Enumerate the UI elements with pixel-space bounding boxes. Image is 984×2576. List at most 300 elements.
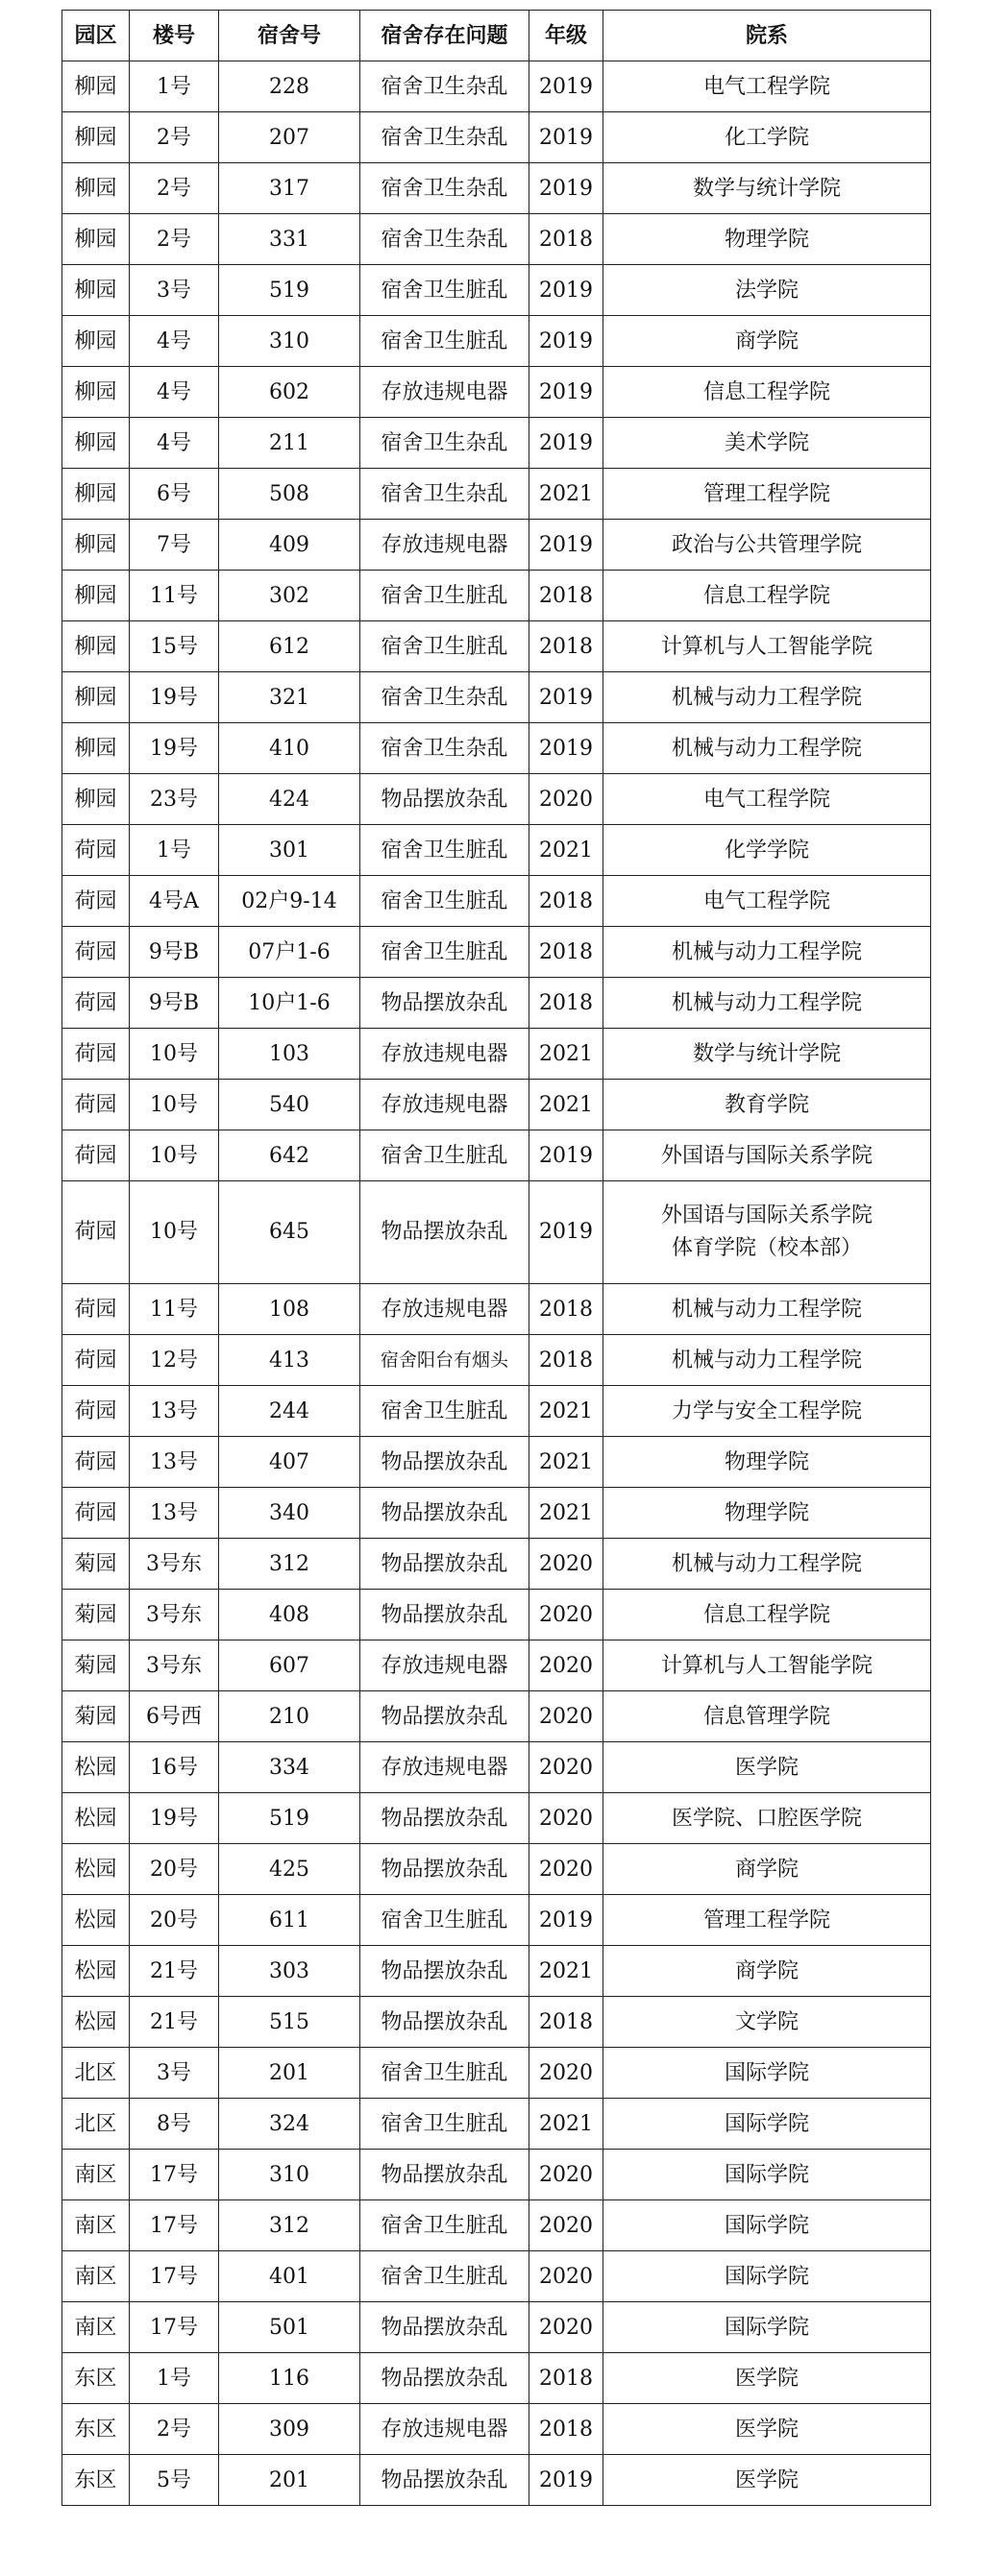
cell-issue: 物品摆放杂乱: [360, 978, 529, 1029]
cell-room: 407: [219, 1437, 360, 1488]
cell-college: 力学与安全工程学院: [603, 1386, 931, 1437]
table-row: [62, 978, 931, 1029]
cell-campus: 荷园: [62, 1386, 130, 1437]
cell-campus: 南区: [62, 2200, 130, 2251]
cell-college: 计算机与人工智能学院: [603, 621, 931, 672]
cell-grade: 2018: [529, 621, 603, 672]
cell-room: 312: [219, 2200, 360, 2251]
cell-room: 201: [219, 2455, 360, 2506]
cell-issue: 物品摆放杂乱: [360, 1946, 529, 1997]
cell-issue: 物品摆放杂乱: [360, 2353, 529, 2404]
cell-room: 334: [219, 1742, 360, 1793]
table-row: [62, 774, 931, 825]
table-row: [62, 1844, 931, 1895]
cell-room: 408: [219, 1590, 360, 1640]
cell-building: 3号东: [130, 1590, 219, 1640]
cell-college: 国际学院: [603, 2251, 931, 2302]
cell-building: 4号: [130, 316, 219, 367]
cell-building: 15号: [130, 621, 219, 672]
cell-building: 1号: [130, 61, 219, 112]
cell-issue: 宿舍卫生杂乱: [360, 469, 529, 520]
cell-college: 文学院: [603, 1997, 931, 2048]
cell-college: 机械与动力工程学院: [603, 978, 931, 1029]
cell-campus: 柳园: [62, 723, 130, 774]
cell-campus: 柳园: [62, 621, 130, 672]
cell-grade: 2021: [529, 825, 603, 876]
table-row: [62, 2404, 931, 2455]
cell-campus: 荷园: [62, 1181, 130, 1284]
cell-campus: 南区: [62, 2251, 130, 2302]
cell-issue: 宿舍卫生脏乱: [360, 571, 529, 621]
cell-building: 9号B: [130, 978, 219, 1029]
cell-room: 645: [219, 1181, 360, 1284]
cell-college: 商学院: [603, 1844, 931, 1895]
cell-building: 6号西: [130, 1691, 219, 1742]
cell-grade: 2018: [529, 1997, 603, 2048]
cell-building: 3号: [130, 265, 219, 316]
cell-room: 302: [219, 571, 360, 621]
cell-room: 228: [219, 61, 360, 112]
cell-building: 17号: [130, 2302, 219, 2353]
cell-campus: 松园: [62, 1844, 130, 1895]
table-row: [62, 1539, 931, 1590]
cell-room: 642: [219, 1130, 360, 1181]
cell-building: 8号: [130, 2099, 219, 2150]
cell-campus: 荷园: [62, 927, 130, 978]
cell-room: 317: [219, 163, 360, 214]
cell-grade: 2020: [529, 2048, 603, 2099]
cell-room: 108: [219, 1284, 360, 1335]
cell-room: 312: [219, 1539, 360, 1590]
cell-college: 医学院: [603, 2353, 931, 2404]
cell-issue: 物品摆放杂乱: [360, 1997, 529, 2048]
table-row: [62, 621, 931, 672]
cell-issue: 宿舍卫生杂乱: [360, 418, 529, 469]
cell-grade: 2019: [529, 112, 603, 163]
cell-room: 401: [219, 2251, 360, 2302]
cell-college: 外国语与国际关系学院: [603, 1130, 931, 1181]
cell-campus: 菊园: [62, 1640, 130, 1691]
table-row: [62, 927, 931, 978]
cell-campus: 柳园: [62, 265, 130, 316]
cell-grade: 2021: [529, 469, 603, 520]
cell-issue: 宿舍卫生脏乱: [360, 2099, 529, 2150]
cell-college: 机械与动力工程学院: [603, 927, 931, 978]
cell-issue: 物品摆放杂乱: [360, 1488, 529, 1539]
cell-issue: 存放违规电器: [360, 367, 529, 418]
cell-building: 19号: [130, 672, 219, 723]
cell-building: 11号: [130, 1284, 219, 1335]
cell-issue: 存放违规电器: [360, 1640, 529, 1691]
cell-campus: 柳园: [62, 672, 130, 723]
cell-building: 9号B: [130, 927, 219, 978]
cell-grade: 2021: [529, 2099, 603, 2150]
cell-building: 21号: [130, 1946, 219, 1997]
cell-building: 2号: [130, 214, 219, 265]
table-row: [62, 2150, 931, 2200]
cell-building: 13号: [130, 1386, 219, 1437]
table-row: [62, 2099, 931, 2150]
table-row: [62, 520, 931, 571]
cell-college: 国际学院: [603, 2200, 931, 2251]
cell-college: 美术学院: [603, 418, 931, 469]
cell-room: 611: [219, 1895, 360, 1946]
cell-grade: 2020: [529, 1640, 603, 1691]
cell-issue: 宿舍卫生脏乱: [360, 316, 529, 367]
cell-college: 电气工程学院: [603, 774, 931, 825]
cell-room: 508: [219, 469, 360, 520]
cell-issue: 物品摆放杂乱: [360, 1181, 529, 1284]
cell-room: 02户9-14: [219, 876, 360, 927]
cell-college: 教育学院: [603, 1080, 931, 1130]
table-row: [62, 418, 931, 469]
cell-college: 国际学院: [603, 2302, 931, 2353]
table-row: [62, 1335, 931, 1386]
cell-building: 20号: [130, 1844, 219, 1895]
cell-grade: 2018: [529, 1284, 603, 1335]
cell-room: 602: [219, 367, 360, 418]
cell-college: 医学院、口腔医学院: [603, 1793, 931, 1844]
cell-campus: 北区: [62, 2099, 130, 2150]
cell-issue: 宿舍卫生脏乱: [360, 2048, 529, 2099]
cell-grade: 2018: [529, 978, 603, 1029]
cell-building: 17号: [130, 2251, 219, 2302]
cell-issue: 宿舍卫生杂乱: [360, 112, 529, 163]
table-row: [62, 1691, 931, 1742]
cell-campus: 荷园: [62, 1335, 130, 1386]
cell-building: 10号: [130, 1181, 219, 1284]
cell-room: 310: [219, 2150, 360, 2200]
cell-campus: 柳园: [62, 214, 130, 265]
table-row: [62, 571, 931, 621]
cell-building: 1号: [130, 2353, 219, 2404]
cell-room: 201: [219, 2048, 360, 2099]
cell-issue: 物品摆放杂乱: [360, 1844, 529, 1895]
cell-issue: 存放违规电器: [360, 1080, 529, 1130]
cell-campus: 荷园: [62, 1080, 130, 1130]
cell-grade: 2021: [529, 1946, 603, 1997]
header-issue: 宿舍存在问题: [360, 11, 529, 61]
cell-issue: 物品摆放杂乱: [360, 1793, 529, 1844]
cell-issue: 宿舍卫生脏乱: [360, 825, 529, 876]
cell-college: 信息工程学院: [603, 571, 931, 621]
cell-grade: 2020: [529, 1742, 603, 1793]
table-row: [62, 672, 931, 723]
table-row: [62, 1793, 931, 1844]
cell-issue: 宿舍卫生脏乱: [360, 1386, 529, 1437]
cell-college: 商学院: [603, 1946, 931, 1997]
cell-room: 301: [219, 825, 360, 876]
cell-college: 医学院: [603, 1742, 931, 1793]
header-campus: 园区: [62, 11, 130, 61]
cell-grade: 2020: [529, 2251, 603, 2302]
cell-issue: 宿舍卫生脏乱: [360, 1895, 529, 1946]
cell-grade: 2019: [529, 418, 603, 469]
cell-issue: 物品摆放杂乱: [360, 774, 529, 825]
cell-grade: 2018: [529, 571, 603, 621]
cell-campus: 荷园: [62, 876, 130, 927]
cell-room: 103: [219, 1029, 360, 1080]
cell-grade: 2019: [529, 1130, 603, 1181]
cell-grade: 2019: [529, 672, 603, 723]
cell-campus: 松园: [62, 1793, 130, 1844]
cell-room: 10户1-6: [219, 978, 360, 1029]
cell-grade: 2020: [529, 2200, 603, 2251]
cell-room: 410: [219, 723, 360, 774]
table-row: [62, 214, 931, 265]
cell-campus: 松园: [62, 1742, 130, 1793]
cell-campus: 南区: [62, 2302, 130, 2353]
cell-building: 11号: [130, 571, 219, 621]
cell-college: 信息工程学院: [603, 367, 931, 418]
cell-building: 3号东: [130, 1640, 219, 1691]
cell-college: 物理学院: [603, 1437, 931, 1488]
cell-college: 国际学院: [603, 2150, 931, 2200]
cell-building: 4号A: [130, 876, 219, 927]
cell-college: 计算机与人工智能学院: [603, 1640, 931, 1691]
cell-campus: 荷园: [62, 978, 130, 1029]
cell-issue: 宿舍卫生脏乱: [360, 927, 529, 978]
cell-issue: 物品摆放杂乱: [360, 1590, 529, 1640]
cell-issue: 存放违规电器: [360, 1284, 529, 1335]
cell-building: 1号: [130, 825, 219, 876]
table-row: [62, 316, 931, 367]
cell-college: 管理工程学院: [603, 1895, 931, 1946]
table-row: [62, 1181, 931, 1284]
cell-grade: 2019: [529, 520, 603, 571]
cell-campus: 荷园: [62, 1130, 130, 1181]
cell-campus: 菊园: [62, 1691, 130, 1742]
table-row: [62, 1946, 931, 1997]
cell-grade: 2021: [529, 1488, 603, 1539]
header-room: 宿舍号: [219, 11, 360, 61]
cell-college: 机械与动力工程学院: [603, 723, 931, 774]
cell-room: 519: [219, 265, 360, 316]
cell-room: 612: [219, 621, 360, 672]
cell-room: 607: [219, 1640, 360, 1691]
cell-grade: 2021: [529, 1029, 603, 1080]
table-row: [62, 112, 931, 163]
cell-building: 16号: [130, 1742, 219, 1793]
cell-issue: 存放违规电器: [360, 1742, 529, 1793]
cell-issue: 宿舍卫生杂乱: [360, 672, 529, 723]
table-row: [62, 1895, 931, 1946]
cell-campus: 荷园: [62, 825, 130, 876]
table-row: [62, 61, 931, 112]
cell-room: 340: [219, 1488, 360, 1539]
cell-college: 信息工程学院: [603, 1590, 931, 1640]
cell-college: 信息管理学院: [603, 1691, 931, 1742]
cell-grade: 2021: [529, 1080, 603, 1130]
table-row: [62, 1386, 931, 1437]
header-building: 楼号: [130, 11, 219, 61]
cell-issue: 宿舍卫生杂乱: [360, 163, 529, 214]
table-body: [62, 61, 931, 2506]
college-line: 体育学院（校本部）: [671, 1236, 862, 1260]
dorm-inspection-sheet: [62, 10, 930, 2506]
cell-grade: 2019: [529, 265, 603, 316]
table-row: [62, 1080, 931, 1130]
cell-room: 413: [219, 1335, 360, 1386]
table-row: [62, 2200, 931, 2251]
cell-campus: 菊园: [62, 1539, 130, 1590]
cell-grade: 2021: [529, 1386, 603, 1437]
cell-room: 211: [219, 418, 360, 469]
table-row: [62, 723, 931, 774]
cell-building: 10号: [130, 1130, 219, 1181]
cell-building: 3号: [130, 2048, 219, 2099]
cell-issue: 物品摆放杂乱: [360, 2455, 529, 2506]
cell-building: 19号: [130, 723, 219, 774]
cell-college: 数学与统计学院: [603, 1029, 931, 1080]
table-row: [62, 825, 931, 876]
cell-grade: 2020: [529, 1539, 603, 1590]
table-row: [62, 367, 931, 418]
table-row: [62, 1437, 931, 1488]
cell-issue: 物品摆放杂乱: [360, 1539, 529, 1590]
cell-building: 4号: [130, 418, 219, 469]
cell-college: 数学与统计学院: [603, 163, 931, 214]
cell-campus: 荷园: [62, 1488, 130, 1539]
cell-campus: 柳园: [62, 316, 130, 367]
cell-building: 17号: [130, 2200, 219, 2251]
cell-room: 309: [219, 2404, 360, 2455]
cell-college: 机械与动力工程学院: [603, 1284, 931, 1335]
cell-issue: 宿舍卫生脏乱: [360, 2200, 529, 2251]
cell-grade: 2021: [529, 1437, 603, 1488]
cell-room: 07户1-6: [219, 927, 360, 978]
cell-building: 7号: [130, 520, 219, 571]
table-row: [62, 2353, 931, 2404]
cell-campus: 荷园: [62, 1437, 130, 1488]
cell-issue: 物品摆放杂乱: [360, 1437, 529, 1488]
cell-building: 13号: [130, 1488, 219, 1539]
cell-grade: 2019: [529, 1181, 603, 1284]
table-row: [62, 469, 931, 520]
table-row: [62, 1590, 931, 1640]
cell-campus: 柳园: [62, 367, 130, 418]
cell-room: 425: [219, 1844, 360, 1895]
cell-campus: 柳园: [62, 61, 130, 112]
cell-campus: 南区: [62, 2150, 130, 2200]
cell-room: 515: [219, 1997, 360, 2048]
cell-issue: 宿舍卫生杂乱: [360, 214, 529, 265]
cell-grade: 2019: [529, 163, 603, 214]
cell-grade: 2020: [529, 1590, 603, 1640]
cell-room: 210: [219, 1691, 360, 1742]
cell-grade: 2020: [529, 2302, 603, 2353]
cell-grade: 2020: [529, 1844, 603, 1895]
cell-grade: 2018: [529, 1335, 603, 1386]
cell-issue: 宿舍卫生脏乱: [360, 621, 529, 672]
cell-grade: 2019: [529, 367, 603, 418]
cell-college: 电气工程学院: [603, 61, 931, 112]
cell-issue: 宿舍卫生杂乱: [360, 723, 529, 774]
table-row: [62, 163, 931, 214]
cell-college: 商学院: [603, 316, 931, 367]
cell-issue: 宿舍卫生脏乱: [360, 265, 529, 316]
cell-campus: 东区: [62, 2404, 130, 2455]
table-row: [62, 1742, 931, 1793]
cell-building: 20号: [130, 1895, 219, 1946]
college-line: 外国语与国际关系学院: [660, 1203, 873, 1227]
cell-issue: 存放违规电器: [360, 520, 529, 571]
cell-issue: 存放违规电器: [360, 2404, 529, 2455]
cell-campus: 松园: [62, 1895, 130, 1946]
cell-building: 2号: [130, 163, 219, 214]
cell-college: 国际学院: [603, 2099, 931, 2150]
cell-college: 化工学院: [603, 112, 931, 163]
table-row: [62, 1640, 931, 1691]
table-row: [62, 1130, 931, 1181]
cell-issue: 宿舍阳台有烟头: [360, 1335, 529, 1386]
cell-college: 化学学院: [603, 825, 931, 876]
cell-room: 519: [219, 1793, 360, 1844]
cell-campus: 柳园: [62, 163, 130, 214]
cell-campus: 柳园: [62, 418, 130, 469]
table-header-row: [62, 11, 931, 61]
table-row: [62, 265, 931, 316]
cell-campus: 菊园: [62, 1590, 130, 1640]
cell-room: 116: [219, 2353, 360, 2404]
cell-campus: 柳园: [62, 112, 130, 163]
cell-grade: 2019: [529, 316, 603, 367]
cell-room: 409: [219, 520, 360, 571]
table-row: [62, 2302, 931, 2353]
cell-grade: 2018: [529, 927, 603, 978]
cell-building: 2号: [130, 112, 219, 163]
cell-campus: 荷园: [62, 1029, 130, 1080]
cell-building: 19号: [130, 1793, 219, 1844]
cell-issue: 物品摆放杂乱: [360, 2150, 529, 2200]
cell-building: 21号: [130, 1997, 219, 2048]
cell-issue: 宿舍卫生脏乱: [360, 2251, 529, 2302]
cell-grade: 2018: [529, 2404, 603, 2455]
cell-college: 政治与公共管理学院: [603, 520, 931, 571]
table-row: [62, 1488, 931, 1539]
cell-room: 501: [219, 2302, 360, 2353]
cell-room: 303: [219, 1946, 360, 1997]
header-grade: 年级: [529, 11, 603, 61]
cell-room: 321: [219, 672, 360, 723]
cell-college: 物理学院: [603, 1488, 931, 1539]
cell-college: 电气工程学院: [603, 876, 931, 927]
cell-building: 4号: [130, 367, 219, 418]
cell-grade: 2018: [529, 214, 603, 265]
cell-college: 物理学院: [603, 214, 931, 265]
cell-room: 424: [219, 774, 360, 825]
cell-grade: 2019: [529, 723, 603, 774]
cell-college: 医学院: [603, 2404, 931, 2455]
cell-college: 法学院: [603, 265, 931, 316]
cell-campus: 柳园: [62, 520, 130, 571]
cell-college: 机械与动力工程学院: [603, 672, 931, 723]
cell-campus: 柳园: [62, 571, 130, 621]
cell-room: 324: [219, 2099, 360, 2150]
table-row: [62, 2455, 931, 2506]
cell-room: 310: [219, 316, 360, 367]
table-row: [62, 1997, 931, 2048]
cell-campus: 北区: [62, 2048, 130, 2099]
cell-issue: 宿舍卫生脏乱: [360, 1130, 529, 1181]
cell-building: 6号: [130, 469, 219, 520]
cell-campus: 松园: [62, 1997, 130, 2048]
cell-grade: 2019: [529, 61, 603, 112]
cell-building: 10号: [130, 1080, 219, 1130]
cell-issue: 宿舍卫生脏乱: [360, 876, 529, 927]
cell-issue: 存放违规电器: [360, 1029, 529, 1080]
dorm-inspection-table: [62, 10, 931, 2506]
